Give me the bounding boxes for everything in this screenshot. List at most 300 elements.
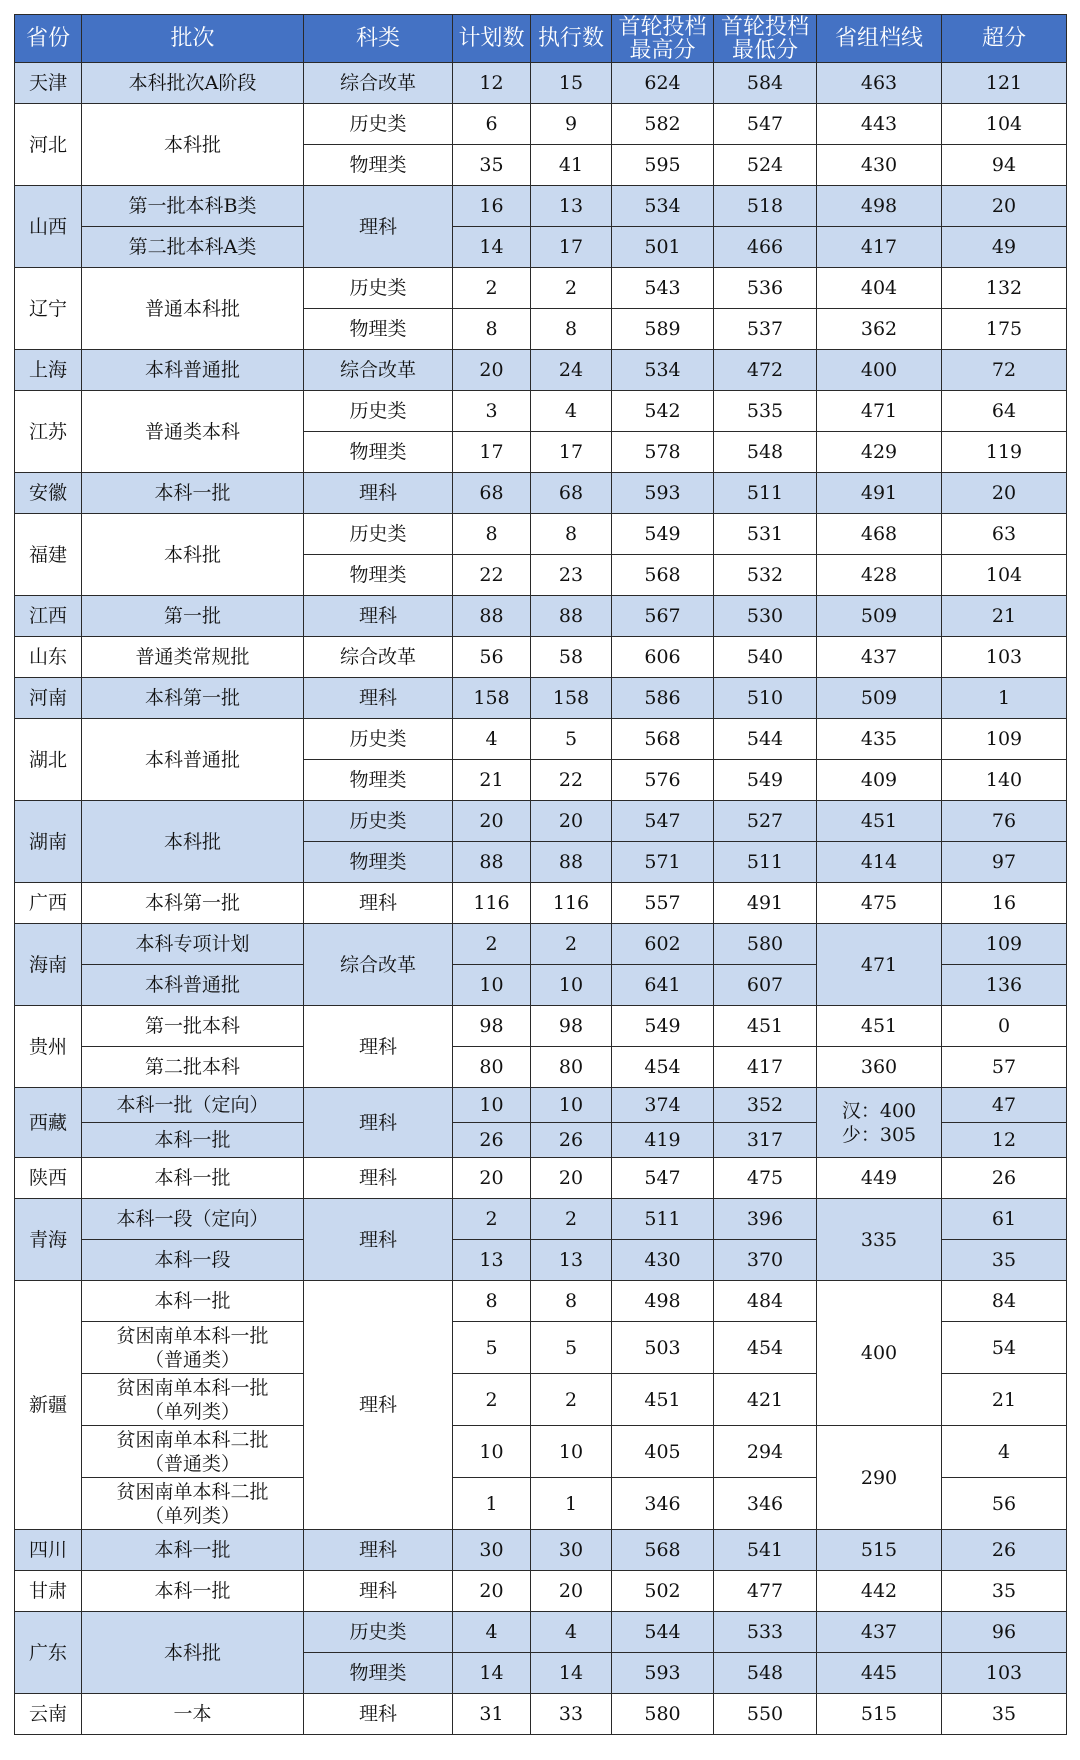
table-row [15,883,1067,924]
table-body [15,63,1067,1735]
table-cell: 2 [453,1374,531,1426]
table-cell: 广西 [15,883,82,924]
table-cell: 537 [714,309,817,350]
table-cell: 63 [942,514,1067,555]
table-cell: 理科 [304,186,453,268]
table-cell: 580 [714,924,817,965]
table-cell: 4 [531,1612,612,1653]
table-cell: 463 [817,63,942,104]
table-cell: 12 [453,63,531,104]
table-cell: 江西 [15,596,82,637]
table-cell: 甘肃 [15,1571,82,1612]
table-cell: 475 [714,1158,817,1199]
table-cell: 606 [612,637,714,678]
table-row [15,1006,1067,1047]
table-cell: 21 [942,596,1067,637]
table-cell: 本科批 [82,104,304,186]
table-cell: 14 [453,1653,531,1694]
table-cell: 湖北 [15,719,82,801]
table-cell: 本科一批 [82,1281,304,1322]
table-cell: 陕西 [15,1158,82,1199]
table-cell: 17 [531,432,612,473]
table-cell: 451 [817,1006,942,1047]
table-cell: 56 [942,1478,1067,1530]
table-cell: 20 [453,801,531,842]
table-cell: 6 [453,104,531,145]
table-cell: 549 [612,514,714,555]
admission-table-container [14,14,1066,1735]
table-cell: 辽宁 [15,268,82,350]
table-cell: 451 [612,1374,714,1426]
table-cell: 567 [612,596,714,637]
table-cell: 503 [612,1322,714,1374]
table-row [15,1199,1067,1240]
table-cell: 400 [817,350,942,391]
table-row [15,596,1067,637]
table-cell: 理科 [304,1006,453,1088]
table-cell: 405 [612,1426,714,1478]
table-cell: 477 [714,1571,817,1612]
table-cell: 317 [714,1123,817,1158]
table-cell: 5 [453,1322,531,1374]
table-cell: 物理类 [304,1653,453,1694]
cell-line: 贫困南单本科一批 [116,1376,269,1399]
table-cell: 88 [453,596,531,637]
table-cell: 370 [714,1240,817,1281]
table-cell: 404 [817,268,942,309]
table-cell: 23 [531,555,612,596]
table-cell: 21 [942,1374,1067,1426]
table-cell: 本科一批 [82,473,304,514]
header-over: 超分 [942,15,1067,63]
table-cell: 548 [714,432,817,473]
table-cell: 理科 [304,883,453,924]
table-cell: 468 [817,514,942,555]
table-cell: 综合改革 [304,350,453,391]
table-cell: 物理类 [304,309,453,350]
table-cell: 5 [531,719,612,760]
table-cell: 本科专项计划 [82,924,304,965]
table-cell: 509 [817,678,942,719]
table-cell: 贵州 [15,1006,82,1088]
table-cell: 理科 [304,678,453,719]
table-cell: 104 [942,104,1067,145]
table-cell: 综合改革 [304,637,453,678]
cell-line: 少：305 [841,1123,917,1146]
table-cell: 531 [714,514,817,555]
table-cell: 576 [612,760,714,801]
table-row [15,1612,1067,1653]
table-cell: 20 [453,350,531,391]
table-cell: 17 [453,432,531,473]
table-row [15,801,1067,842]
cell-line: （普通类） [144,1348,240,1371]
table-cell: 35 [942,1240,1067,1281]
table-cell [82,1374,304,1426]
table-cell: 四川 [15,1530,82,1571]
cell-line: （单列类） [144,1504,240,1527]
table-cell: 理科 [304,596,453,637]
table-cell: 20 [531,1158,612,1199]
table-cell: 158 [453,678,531,719]
table-cell: 历史类 [304,514,453,555]
table-cell: 68 [531,473,612,514]
table-cell: 136 [942,965,1067,1006]
table-cell: 20 [942,186,1067,227]
table-cell: 13 [453,1240,531,1281]
table-cell: 451 [817,801,942,842]
table-cell: 41 [531,145,612,186]
table-cell: 454 [714,1322,817,1374]
table-cell: 484 [714,1281,817,1322]
table-cell: 西藏 [15,1088,82,1158]
table-cell: 435 [817,719,942,760]
table-cell: 419 [612,1123,714,1158]
table-cell: 518 [714,186,817,227]
table-cell: 491 [714,883,817,924]
table-cell: 物理类 [304,555,453,596]
table-cell: 8 [531,514,612,555]
table-cell: 88 [531,596,612,637]
table-cell: 466 [714,227,817,268]
table-cell: 568 [612,555,714,596]
table-cell: 589 [612,309,714,350]
table-cell: 593 [612,473,714,514]
table-cell: 10 [531,965,612,1006]
table-row [15,350,1067,391]
table-cell: 472 [714,350,817,391]
table-cell: 第二批本科A类 [82,227,304,268]
table-cell: 417 [714,1047,817,1088]
table-cell: 26 [942,1530,1067,1571]
table-cell: 综合改革 [304,63,453,104]
header-batch: 批次 [82,15,304,63]
table-cell: 607 [714,965,817,1006]
table-row [15,1426,1067,1478]
table-cell: 58 [531,637,612,678]
table-cell: 山东 [15,637,82,678]
table-cell: 历史类 [304,801,453,842]
table-cell: 13 [531,1240,612,1281]
table-cell: 536 [714,268,817,309]
table-cell: 96 [942,1612,1067,1653]
table-cell: 549 [714,760,817,801]
table-cell: 335 [817,1199,942,1281]
table-row [15,268,1067,309]
table-cell: 103 [942,1653,1067,1694]
table-row [15,1571,1067,1612]
table-cell: 普通类常规批 [82,637,304,678]
table-cell: 本科批次A阶段 [82,63,304,104]
table-cell: 物理类 [304,760,453,801]
table-cell: 417 [817,227,942,268]
table-row [15,1047,1067,1088]
table-cell: 61 [942,1199,1067,1240]
table-row [15,104,1067,145]
table-cell: 0 [942,1006,1067,1047]
table-cell: 414 [817,842,942,883]
table-cell [82,1322,304,1374]
table-cell: 物理类 [304,842,453,883]
table-cell: 普通类本科 [82,391,304,473]
table-cell: 445 [817,1653,942,1694]
admission-score-table [14,14,1067,1735]
table-cell: 24 [531,350,612,391]
table-cell: 119 [942,432,1067,473]
table-cell: 352 [714,1088,817,1123]
table-cell: 历史类 [304,719,453,760]
table-cell: 47 [942,1088,1067,1123]
table-cell: 509 [817,596,942,637]
table-cell: 360 [817,1047,942,1088]
table-row [15,1158,1067,1199]
table-cell: 491 [817,473,942,514]
header-min-score: 首轮投档最低分 [714,15,817,63]
table-cell: 云南 [15,1694,82,1735]
table-cell: 2 [531,1374,612,1426]
table-cell: 10 [453,965,531,1006]
table-cell: 80 [453,1047,531,1088]
table-cell: 10 [531,1426,612,1478]
table-cell: 海南 [15,924,82,1006]
table-cell: 451 [714,1006,817,1047]
table-cell: 10 [453,1088,531,1123]
table-cell: 8 [531,1281,612,1322]
header-executed: 执行数 [531,15,612,63]
table-cell: 35 [453,145,531,186]
table-cell: 429 [817,432,942,473]
table-cell: 2 [453,924,531,965]
table-cell: 历史类 [304,104,453,145]
table-cell: 511 [612,1199,714,1240]
table-cell: 本科普通批 [82,719,304,801]
table-cell: 104 [942,555,1067,596]
header-province: 省份 [15,15,82,63]
table-cell: 428 [817,555,942,596]
header-plan: 计划数 [453,15,531,63]
table-cell: 安徽 [15,473,82,514]
table-cell: 4 [531,391,612,432]
table-cell: 30 [453,1530,531,1571]
table-cell: 20 [531,1571,612,1612]
table-cell: 515 [817,1694,942,1735]
table-row [15,63,1067,104]
table-row [15,1281,1067,1322]
table-cell: 本科一段 [82,1240,304,1281]
table-cell: 94 [942,145,1067,186]
table-cell: 历史类 [304,1612,453,1653]
table-cell: 116 [531,883,612,924]
table-cell: 第一批 [82,596,304,637]
table-cell: 4 [942,1426,1067,1478]
cell-line: （普通类） [144,1452,240,1475]
table-cell: 12 [942,1123,1067,1158]
table-cell: 449 [817,1158,942,1199]
table-cell: 26 [942,1158,1067,1199]
table-cell: 2 [531,924,612,965]
table-cell: 542 [612,391,714,432]
cell-line: （单列类） [144,1400,240,1423]
table-cell: 511 [714,473,817,514]
table-cell: 544 [714,719,817,760]
table-cell: 本科批 [82,514,304,596]
table-cell: 第一批本科 [82,1006,304,1047]
table-cell: 普通本科批 [82,268,304,350]
table-cell: 本科第一批 [82,678,304,719]
table-cell: 547 [612,801,714,842]
table-cell: 442 [817,1571,942,1612]
table-cell: 578 [612,432,714,473]
table-cell: 471 [817,391,942,432]
table-cell: 22 [453,555,531,596]
table-cell: 历史类 [304,391,453,432]
table-cell: 31 [453,1694,531,1735]
table-cell: 本科一批 [82,1530,304,1571]
table-cell: 第一批本科B类 [82,186,304,227]
table-cell: 535 [714,391,817,432]
table-cell: 10 [453,1426,531,1478]
table-cell: 57 [942,1047,1067,1088]
table-header [15,15,1067,63]
table-cell: 本科普通批 [82,965,304,1006]
table-row [15,678,1067,719]
table-cell: 294 [714,1426,817,1478]
table-cell: 568 [612,1530,714,1571]
table-cell: 5 [531,1322,612,1374]
table-cell: 84 [942,1281,1067,1322]
table-cell: 498 [817,186,942,227]
table-cell: 本科一批 [82,1123,304,1158]
table-cell: 56 [453,637,531,678]
table-cell: 584 [714,63,817,104]
table-cell: 理科 [304,1571,453,1612]
table-cell: 物理类 [304,432,453,473]
table-cell: 天津 [15,63,82,104]
table-cell: 8 [531,309,612,350]
table-cell: 河北 [15,104,82,186]
table-cell: 20 [942,473,1067,514]
table-cell: 第二批本科 [82,1047,304,1088]
table-cell: 103 [942,637,1067,678]
table-cell: 22 [531,760,612,801]
cell-line: 贫困南单本科二批 [116,1480,269,1503]
table-cell: 1 [453,1478,531,1530]
table-cell: 471 [817,924,942,1006]
table-cell: 3 [453,391,531,432]
table-row [15,186,1067,227]
table-cell: 132 [942,268,1067,309]
table-cell: 8 [453,309,531,350]
table-cell: 475 [817,883,942,924]
table-cell: 362 [817,309,942,350]
table-cell: 山西 [15,186,82,268]
table-cell: 532 [714,555,817,596]
table-cell: 1 [531,1478,612,1530]
table-cell: 443 [817,104,942,145]
table-cell: 98 [453,1006,531,1047]
table-cell: 理科 [304,1158,453,1199]
table-cell [82,1478,304,1530]
table-cell: 新疆 [15,1281,82,1530]
table-cell: 13 [531,186,612,227]
table-cell: 26 [531,1123,612,1158]
table-cell: 理科 [304,1088,453,1158]
table-cell: 35 [942,1694,1067,1735]
table-cell: 2 [531,1199,612,1240]
table-cell: 515 [817,1530,942,1571]
table-cell: 158 [531,678,612,719]
table-cell: 510 [714,678,817,719]
table-cell: 547 [714,104,817,145]
table-cell: 16 [942,883,1067,924]
table-cell: 409 [817,760,942,801]
table-cell: 理科 [304,473,453,514]
table-cell: 本科批 [82,1612,304,1694]
table-cell: 98 [531,1006,612,1047]
table-cell: 4 [453,1612,531,1653]
table-cell: 543 [612,268,714,309]
table-cell: 593 [612,1653,714,1694]
table-cell: 历史类 [304,268,453,309]
table-cell: 54 [942,1322,1067,1374]
table-cell: 理科 [304,1281,453,1530]
table-cell: 本科第一批 [82,883,304,924]
table-cell: 602 [612,924,714,965]
table-cell: 109 [942,924,1067,965]
header-category: 科类 [304,15,453,63]
table-cell: 540 [714,637,817,678]
table-cell: 4 [453,719,531,760]
cell-line: 贫困南单本科二批 [116,1428,269,1451]
table-cell: 20 [531,801,612,842]
table-row [15,924,1067,965]
table-cell: 541 [714,1530,817,1571]
table-cell: 49 [942,227,1067,268]
table-cell: 30 [531,1530,612,1571]
table-cell: 624 [612,63,714,104]
table-cell: 547 [612,1158,714,1199]
table-cell: 14 [453,227,531,268]
table-cell: 20 [453,1571,531,1612]
table-cell: 湖南 [15,801,82,883]
table-cell: 534 [612,350,714,391]
table-cell: 544 [612,1612,714,1653]
table-cell: 一本 [82,1694,304,1735]
table-cell: 72 [942,350,1067,391]
table-cell: 140 [942,760,1067,801]
table-cell: 9 [531,104,612,145]
table-cell: 595 [612,145,714,186]
table-cell: 广东 [15,1612,82,1694]
table-cell: 109 [942,719,1067,760]
table-cell: 501 [612,227,714,268]
table-cell: 346 [714,1478,817,1530]
table-cell: 本科一段（定向） [82,1199,304,1240]
header-line: 省组档线 [817,15,942,63]
table-cell: 534 [612,186,714,227]
table-cell: 346 [612,1478,714,1530]
cell-line: 贫困南单本科一批 [116,1324,269,1347]
table-cell: 582 [612,104,714,145]
table-cell: 430 [817,145,942,186]
table-cell: 26 [453,1123,531,1158]
table-cell: 14 [531,1653,612,1694]
table-cell: 548 [714,1653,817,1694]
table-row [15,1088,1067,1123]
table-cell: 35 [942,1571,1067,1612]
table-cell: 524 [714,145,817,186]
table-row [15,514,1067,555]
